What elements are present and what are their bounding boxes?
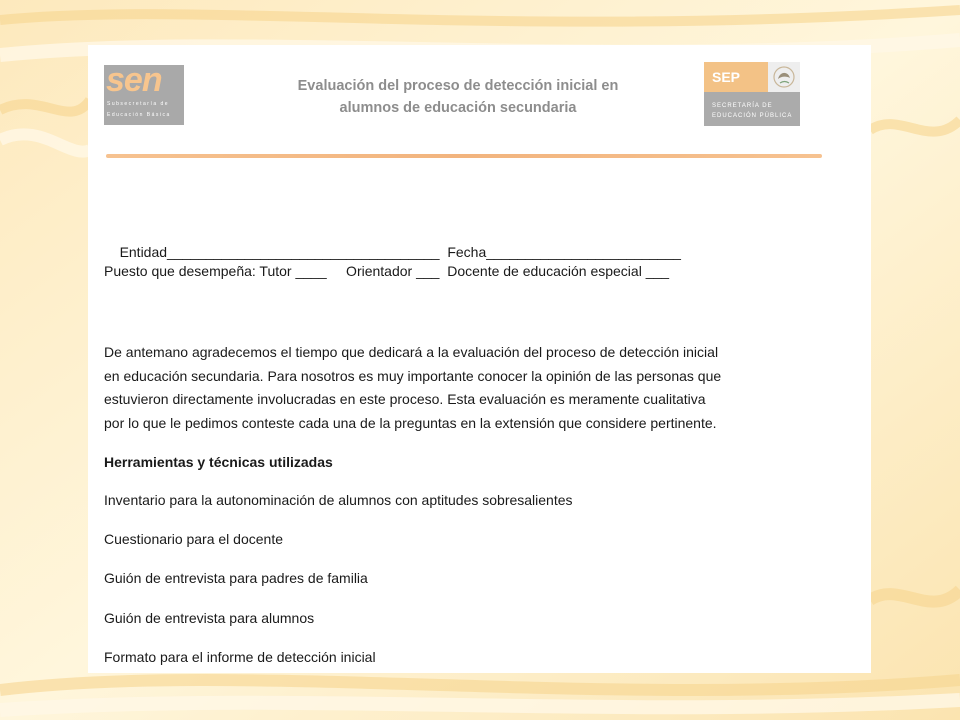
tool-item-4: Guión de entrevista para alumnos: [104, 610, 315, 626]
document-title: [248, 75, 668, 119]
header-divider: [106, 154, 822, 158]
fecha-label: Fecha_________________________: [447, 244, 681, 260]
sep-logo: [704, 62, 800, 126]
sen-wordmark: sen: [106, 61, 162, 99]
title-line1: Evaluación del proceso de detección inicial en: [297, 78, 619, 94]
sen-subtitle-line1: Subsecretaría de: [107, 101, 170, 107]
entidad-label: Entidad___________________________________: [119, 244, 440, 260]
intro-paragraph: [104, 341, 794, 435]
intro-line4: por lo que le pedimos conteste cada una de la preguntas en la extensión que considere pertinente.: [104, 414, 717, 431]
puesto-field: Puesto que desempeña: Tutor ____ Orientador ___ Docente de educación especial ___: [104, 263, 670, 279]
tool-item-2: Cuestionario para el docente: [104, 531, 284, 547]
title-line2: alumnos de educación secundaria: [339, 100, 577, 116]
intro-line2: en educación secundaria. Para nosotros es muy importante conocer la opinión de las personas que: [104, 367, 722, 384]
intro-line1: De antemano agradecemos el tiempo que dedicará a la evaluación del proceso de detección inicial: [104, 344, 719, 360]
tools-heading: Herramientas y técnicas utilizadas: [104, 454, 333, 470]
intro-line3: estuvieron directamente involucradas en este proceso. Esta evaluación es meramente cualitativa: [104, 391, 706, 407]
mexican-coat-of-arms-icon: [768, 62, 800, 92]
sep-acronym: SEP: [704, 62, 768, 92]
sep-line2: EDUCACIÓN PÚBLICA: [712, 113, 793, 119]
sep-line1: SECRETARÍA DE: [712, 103, 773, 109]
tool-item-3: Guión de entrevista para padres de familia: [104, 570, 368, 586]
document-page: [88, 45, 871, 673]
sen-subtitle-line2: Educación Básica: [107, 112, 171, 118]
tool-item-5: Formato para el informe de detección inicial: [104, 649, 376, 665]
tool-item-1: Inventario para la autonominación de alumnos con aptitudes sobresalientes: [104, 492, 573, 508]
sen-logo: [104, 61, 184, 125]
